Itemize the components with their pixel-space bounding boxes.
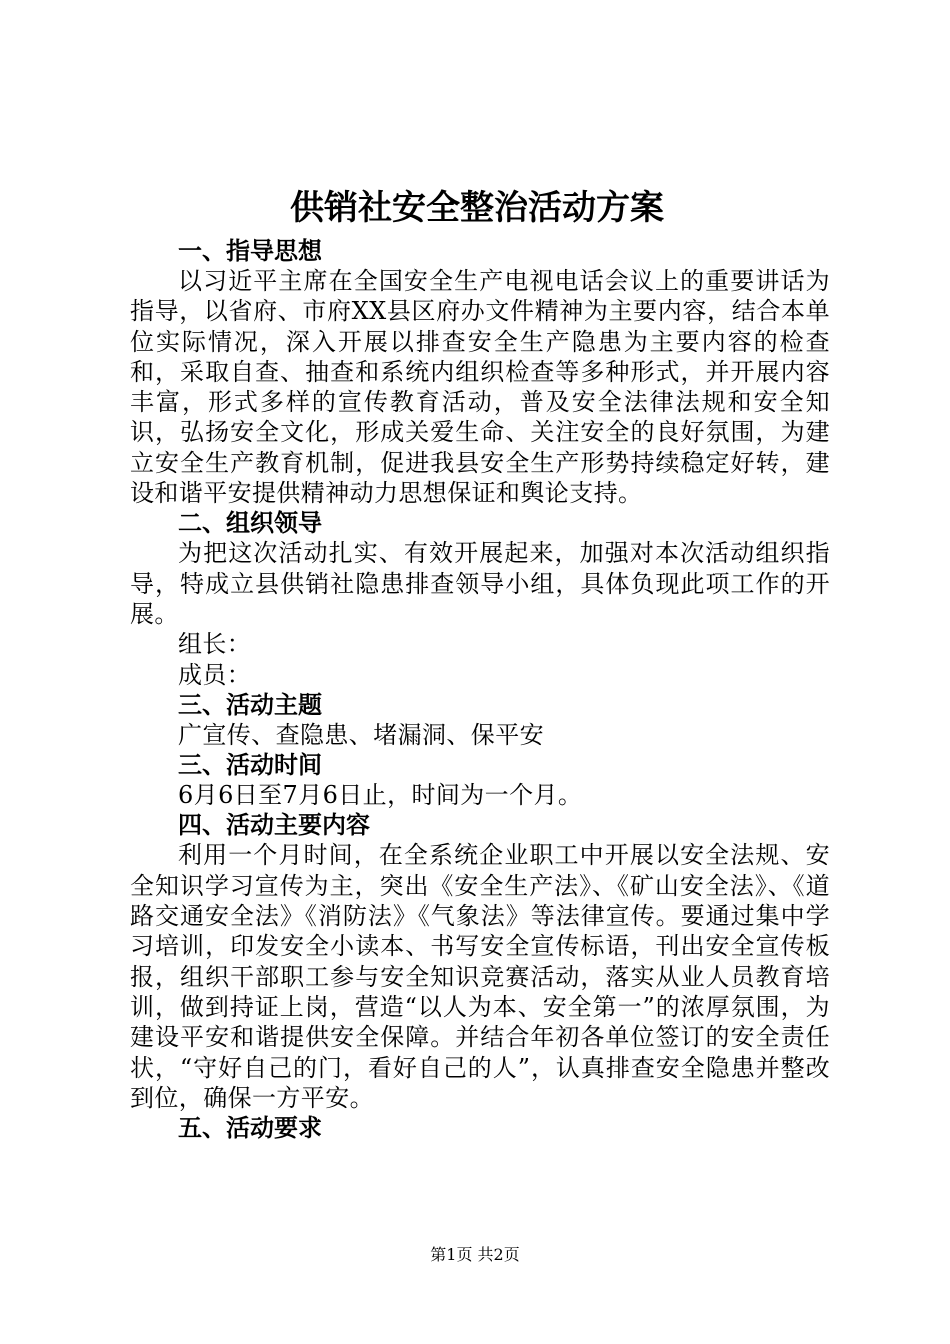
paragraph-group-leader: 组长： xyxy=(178,630,252,659)
paragraph-theme: 广宣传、查隐患、堵漏洞、保平安 xyxy=(178,720,544,749)
document-title: 供销社安全整治活动方案 xyxy=(290,188,664,228)
section-heading-organization: 二、组织领导 xyxy=(178,508,322,538)
section-heading-time: 三、活动时间 xyxy=(178,750,322,780)
paragraph-time: 6月6日至7月6日止，时间为一个月。 xyxy=(178,781,583,810)
paragraph-members: 成员： xyxy=(178,660,252,689)
section-heading-guiding-ideology: 一、指导思想 xyxy=(178,236,322,265)
paragraph-organization: 为把这次活动扎实、有效开展起来，加强对本次活动组织指导，特成立县供销社隐患排查领导小组，具体负现此项工作的开展。 xyxy=(130,539,830,628)
page-number-footer: 第1页 共2页 xyxy=(430,1245,520,1264)
section-heading-main-content: 四、活动主要内容 xyxy=(178,810,370,840)
paragraph-main-content: 利用一个月时间，在全系统企业职工中开展以安全法规、安全知识学习宣传为主，突出《安全生产法》、《矿山安全法》、《道路交通安全法》《消防法》《气象法》等法律宣传。要通过集中学习培训，印发安全小读本、书写安全宣传标语，刊出安全宣传板报，组织干部职工参与安全知识竞赛活动，落实从业人员教育培训，做到持证上岗，营造“以人为本、安全第一”的浓厚氛围，为建设平安和谐提供安全保障。并结合年初各单位签订的安全责任状，“守好自己的门，看好自己的人”，认真排查安全隐患并整改到位，确保一方平安。 xyxy=(130,841,830,1112)
section-heading-theme: 三、活动主题 xyxy=(178,689,322,719)
paragraph-guiding-ideology: 以习近平主席在全国安全生产电视电话会议上的重要讲话为指导，以省府、市府XX县区府办文件精神为主要内容，结合本单位实际情况，深入开展以排查安全生产隐患为主要内容的检查和，采取自查、抽查和系统内组织检查等多种形式，并开展内容丰富，形式多样的宣传教育活动，普及安全法律法规和安全知识，弘扬安全文化，形成关爱生命、关注安全的良好氛围，为建立安全生产教育机制，促进我县安全生产形势持续稳定好转，建设和谐平安提供精神动力思想保证和舆论支持。 xyxy=(130,267,830,508)
section-heading-requirements: 五、活动要求 xyxy=(178,1113,322,1143)
document-page xyxy=(130,180,830,1143)
